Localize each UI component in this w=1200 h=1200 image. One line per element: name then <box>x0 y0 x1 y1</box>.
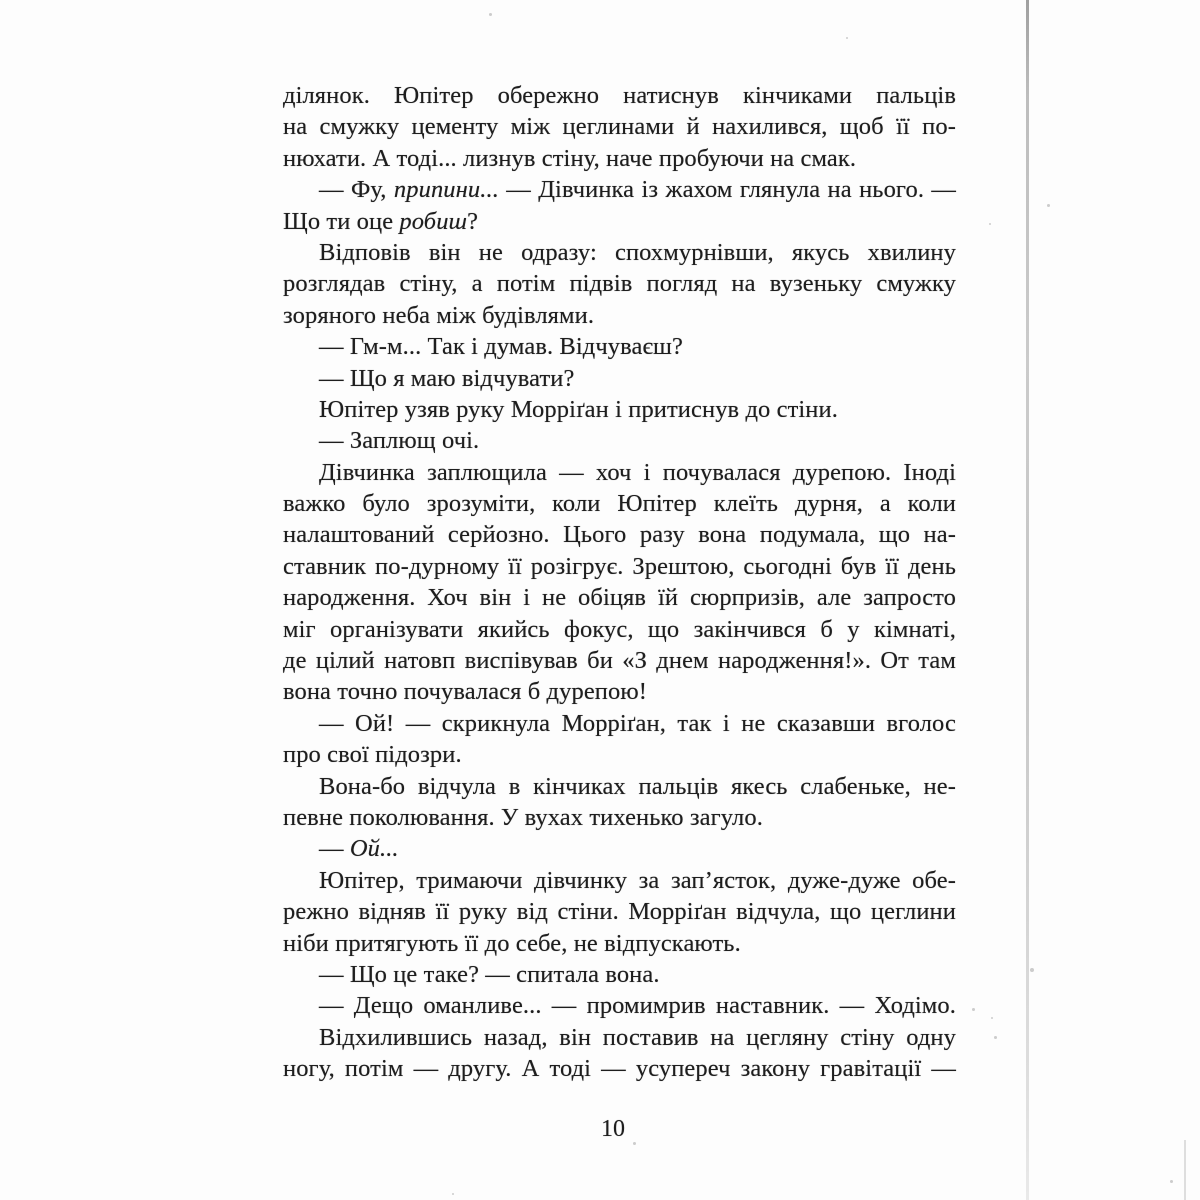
text-line <box>283 425 956 456</box>
text-segment: розглядав стіну, а потім підвів погляд на вузеньку смужку <box>283 270 956 298</box>
text-line <box>283 551 956 582</box>
scan-edge-line <box>1026 0 1029 1200</box>
text-segment: важко було зрозуміти, коли Юпітер клеїть дурня, а коли <box>283 490 956 518</box>
text-line <box>283 614 956 645</box>
text-segment: зоряного неба між будівлями. <box>283 301 595 329</box>
text-line <box>283 959 956 990</box>
text-line <box>283 676 956 707</box>
text-line <box>283 111 956 142</box>
text-line <box>283 519 956 550</box>
text-segment: Відповів він не одразу: спохмурнівши, якусь хвилину <box>319 238 956 266</box>
text-segment: режно відняв її руку від стіни. Морріґан відчула, що цеглини <box>283 898 956 926</box>
text-line <box>283 488 956 519</box>
text-line <box>283 206 956 237</box>
text-segment: міг організувати якийсь фокус, що закінчився б у кімнаті, <box>283 615 956 643</box>
text-segment: народження. Хоч він і не обіцяв їй сюрпризів, але запросто <box>283 584 956 612</box>
text-line <box>283 833 956 864</box>
text-segment: нюхати. А тоді... лизнув стіну, наче пробуючи на смак. <box>283 144 857 172</box>
text-line <box>283 865 956 896</box>
text-segment: Відхилившись назад, він поставив на цегляну стіну одну <box>319 1023 956 1051</box>
text-line <box>283 990 956 1021</box>
text-segment: — Ой! — скрикнула Морріґан, так і не сказавши вголос <box>319 709 956 737</box>
text-segment: Дівчинка заплющила — хоч і почувалася дурепою. Іноді <box>319 458 956 486</box>
text-line <box>283 457 956 488</box>
text-segment: про свої підозри. <box>283 741 462 769</box>
text-line <box>283 1022 956 1053</box>
text-segment: ногу, потім — другу. А тоді — усупереч закону гравітації — <box>283 1055 956 1083</box>
scan-noise-speck <box>972 1008 975 1011</box>
text-segment: ніби притягують її до себе, не відпускають. <box>283 929 741 957</box>
scan-noise-speck <box>1047 204 1050 207</box>
text-segment: налаштований серйозно. Цього разу вона подумала, що на- <box>283 521 956 549</box>
scan-noise-speck <box>633 1142 636 1145</box>
text-segment: Вона-бо відчула в кінчиках пальців якесь слабеньке, не- <box>319 772 956 800</box>
text-line <box>283 739 956 770</box>
scan-noise-speck <box>994 1036 997 1039</box>
text-segment: — Заплющ очі. <box>319 427 480 455</box>
text-line <box>283 363 956 394</box>
text-segment: ? <box>467 207 479 235</box>
text-segment: ставник по-дурному її розігрує. Зрештою, сьогодні був її день <box>283 552 956 580</box>
text-line <box>283 1053 956 1084</box>
text-segment: — Дівчинка із жахом глянула на нього. — <box>498 176 957 204</box>
page-number: 10 <box>601 1116 625 1142</box>
text-line <box>283 582 956 613</box>
text-segment: — Гм-м... Так і думав. Відчуваєш? <box>319 333 683 361</box>
text-line <box>283 80 956 111</box>
text-segment: певне поколювання. У вухах тихенько загуло. <box>283 803 763 831</box>
scan-edge-line-bottom <box>1184 1140 1186 1200</box>
text-segment: Юпітер узяв руку Морріґан і притиснув до стіни. <box>319 395 838 423</box>
scan-noise-speck <box>452 1193 454 1195</box>
text-segment: — Дещо оманливе... — промимрив наставник. — Ходімо. <box>319 992 956 1020</box>
text-segment: ділянок. Юпітер обережно натиснув кінчиками пальців <box>283 82 956 109</box>
text-line <box>283 771 956 802</box>
text-line <box>283 174 956 205</box>
text-segment: Що ти оце <box>283 207 400 235</box>
text-line <box>283 645 956 676</box>
text-line <box>283 394 956 425</box>
text-block <box>283 80 956 1085</box>
scan-noise-speck <box>1030 968 1034 972</box>
text-line <box>283 802 956 833</box>
italic-text-segment: припини... <box>393 176 499 204</box>
text-segment: де цілий натовп виспівував би «З днем народження!». От там <box>283 647 956 675</box>
text-line <box>283 896 956 927</box>
italic-text-segment: робиш <box>399 207 468 235</box>
text-segment: на смужку цементу між цеглинами й нахилився, щоб її по- <box>283 113 956 141</box>
text-segment: Юпітер, тримаючи дівчинку за зап’ясток, дуже-дуже обе- <box>319 866 956 894</box>
text-segment: — Що це таке? — спитала вона. <box>319 960 660 988</box>
italic-text-segment: Ой... <box>349 835 399 863</box>
text-segment: — Що я маю відчувати? <box>319 364 575 392</box>
text-line <box>283 237 956 268</box>
text-line <box>283 268 956 299</box>
text-line <box>283 708 956 739</box>
scan-noise-speck <box>1170 1180 1173 1183</box>
scan-noise-speck <box>991 1017 993 1019</box>
text-segment: вона точно почувалася б дурепою! <box>283 678 648 706</box>
text-segment: — <box>319 835 350 863</box>
scan-noise-speck <box>989 223 991 225</box>
text-line <box>283 928 956 959</box>
scan-noise-speck <box>489 13 492 16</box>
scan-noise-speck <box>846 37 848 39</box>
text-line <box>283 300 956 331</box>
text-segment: — Фу, <box>319 176 394 204</box>
text-line <box>283 143 956 174</box>
text-line <box>283 331 956 362</box>
